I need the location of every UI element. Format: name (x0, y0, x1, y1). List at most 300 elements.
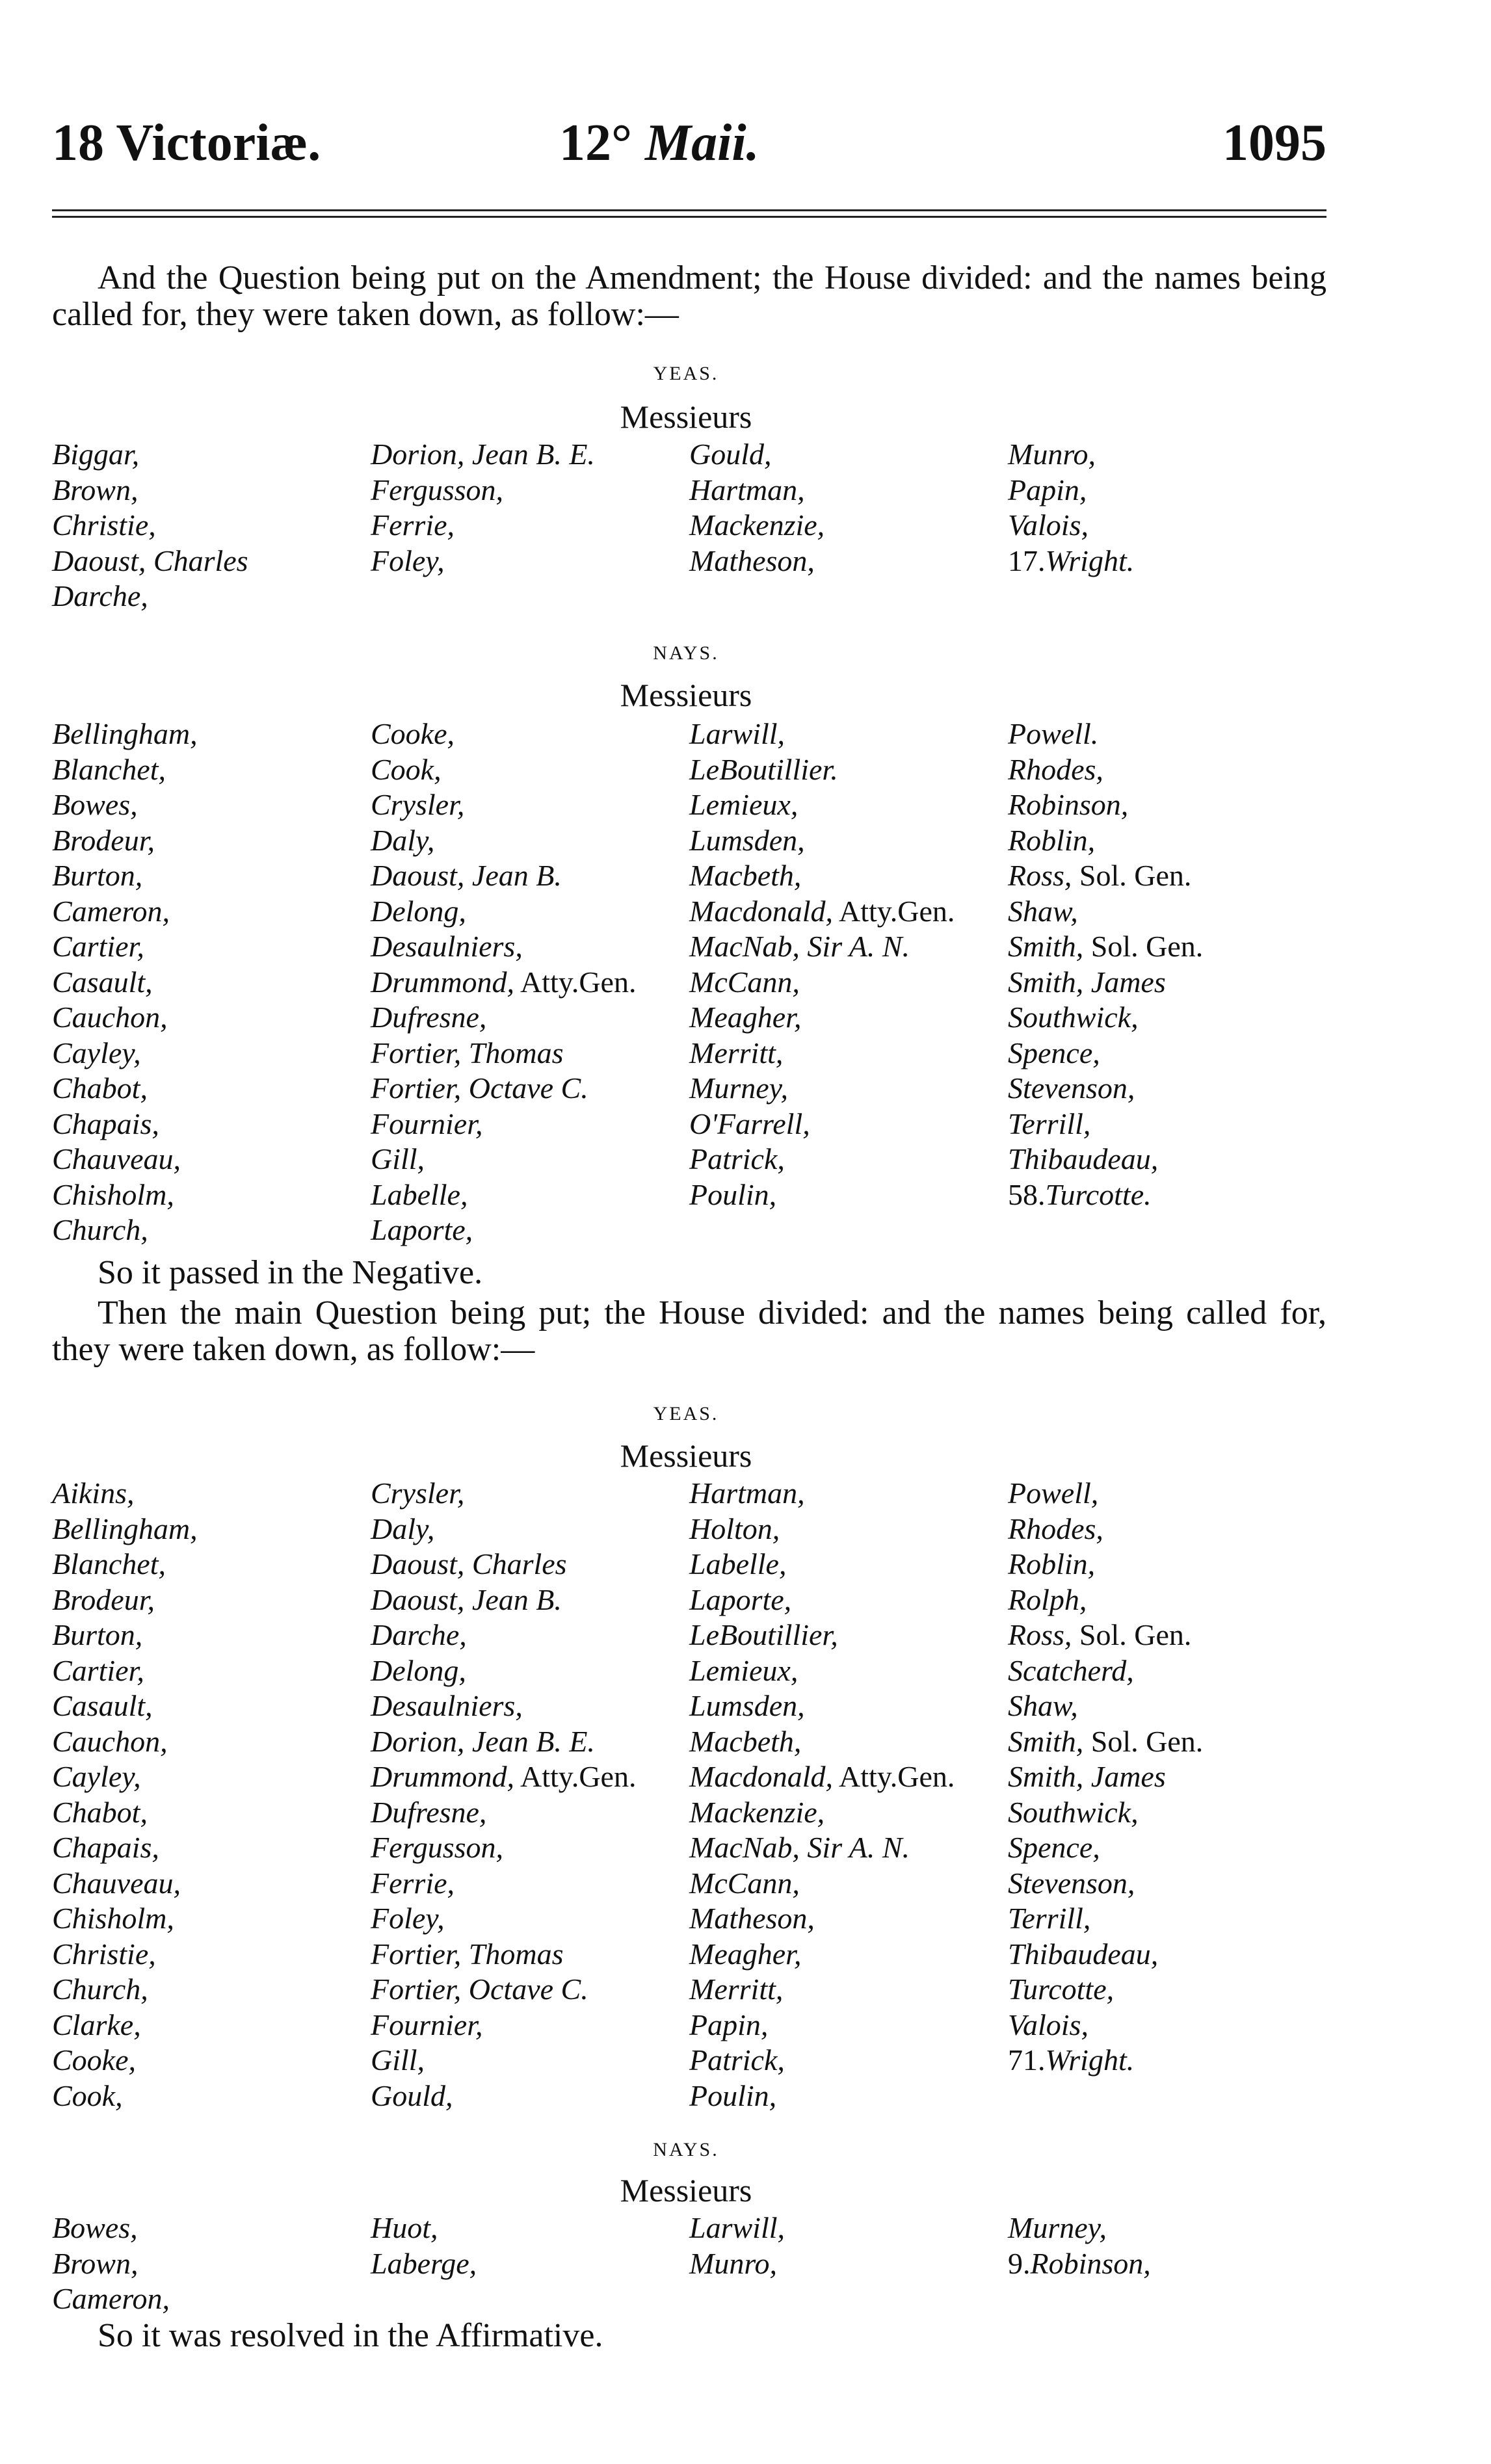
member-name (689, 1036, 1008, 1071)
member-surname: Gill, (371, 2043, 425, 2077)
member-name (689, 508, 1008, 544)
member-name (52, 1866, 371, 1902)
member-surname: Brown, (52, 2246, 139, 2280)
vote-total: 9. (1008, 2246, 1031, 2280)
member-surname: Ferrie, (371, 1866, 455, 1900)
member-name (689, 1512, 1008, 1547)
member-surname: O'Farrell, (689, 1107, 810, 1140)
member-name (1008, 1036, 1326, 1071)
member-office: Atty.Gen. (520, 1760, 637, 1793)
name-column (1008, 2210, 1326, 2317)
member-surname: Chabot, (52, 1071, 148, 1105)
member-office: Sol. Gen. (1090, 1724, 1204, 1758)
member-surname: Cartier, (52, 1653, 144, 1687)
header-rule-bottom (52, 216, 1326, 218)
member-surname: Fortier, Octave C. (371, 1071, 588, 1105)
member-surname: Turcotte. (1045, 1177, 1152, 1211)
member-surname: Larwill, (689, 717, 785, 750)
member-surname: Patrick, (689, 1142, 785, 1175)
member-name (371, 1688, 689, 1724)
member-name (1008, 1937, 1326, 1973)
member-name (689, 1937, 1008, 1973)
member-surname: Delong, (371, 1653, 466, 1687)
member-surname: Matheson, (689, 1902, 815, 1935)
member-name (52, 1901, 371, 1937)
member-surname: Bowes, (52, 2211, 138, 2244)
member-surname: Church, (52, 1213, 148, 1246)
member-surname: Daoust, Charles (371, 1547, 567, 1580)
member-surname: Fergusson, (371, 1831, 504, 1864)
member-surname: Wright. (1045, 2043, 1135, 2077)
member-surname: Rolph, (1008, 1582, 1087, 1616)
member-name (689, 1866, 1008, 1902)
member-name (371, 965, 689, 1001)
name-column (371, 1476, 689, 2114)
regnal-year: 18 Victoriæ. (52, 114, 321, 172)
name-column (52, 1476, 371, 2114)
member-surname: Daoust, Jean B. (371, 1582, 562, 1616)
page-header (52, 111, 1326, 182)
member-name (1008, 437, 1326, 473)
member-surname: Labelle, (371, 1177, 468, 1211)
member-surname: Dufresne, (371, 1001, 487, 1034)
member-name (1008, 1000, 1326, 1036)
member-name (689, 1759, 1008, 1795)
member-surname: Papin, (689, 2008, 769, 2041)
member-name (52, 1177, 371, 1213)
vote-total: 58. (1008, 1177, 1046, 1211)
member-surname: MacNab, Sir A. N. (689, 930, 910, 963)
member-surname: MacNab, Sir A. N. (689, 1831, 910, 1864)
member-name (1008, 1547, 1326, 1582)
member-surname: Church, (52, 1973, 148, 2006)
member-surname: Fournier, (371, 2008, 483, 2041)
member-surname: LeBoutillier. (689, 752, 838, 786)
member-name (689, 1142, 1008, 1177)
date-month: Maii. (645, 114, 759, 172)
member-surname: Bellingham, (52, 717, 198, 750)
member-name (689, 1724, 1008, 1760)
member-name (1008, 858, 1326, 894)
member-name (689, 1547, 1008, 1582)
name-column (689, 437, 1008, 614)
member-name (1008, 1830, 1326, 1866)
member-name (689, 2043, 1008, 2078)
member-name (52, 1547, 371, 1582)
member-name (689, 2210, 1008, 2246)
member-name (689, 1071, 1008, 1107)
member-name (689, 1901, 1008, 1937)
member-surname: Laporte, (371, 1213, 473, 1246)
name-column (1008, 437, 1326, 614)
member-name (371, 1618, 689, 1653)
member-name (1008, 1618, 1326, 1653)
member-name (52, 2246, 371, 2282)
member-name (1008, 1653, 1326, 1689)
member-name (371, 1000, 689, 1036)
member-name (371, 508, 689, 544)
member-surname: Turcotte, (1008, 1973, 1115, 2006)
member-surname: Meagher, (689, 1937, 802, 1971)
member-surname: Smith, (1008, 1724, 1084, 1758)
member-name (1008, 965, 1326, 1001)
member-name (52, 2281, 371, 2317)
member-name (1008, 1866, 1326, 1902)
member-surname: Robinson, (1030, 2246, 1151, 2280)
member-surname: Crysler, (371, 1476, 465, 1510)
member-surname: Smith, (1008, 930, 1084, 963)
member-surname: Foley, (371, 544, 445, 577)
member-surname: Smith, James (1008, 1760, 1166, 1793)
member-name (371, 2008, 689, 2043)
member-name (371, 1866, 689, 1902)
member-name (52, 823, 371, 859)
member-name (1008, 787, 1326, 823)
member-surname: Cooke, (371, 717, 455, 750)
member-surname: Murney, (1008, 2211, 1107, 2244)
member-surname: Darche, (371, 1618, 467, 1651)
member-name (689, 858, 1008, 894)
member-name (371, 752, 689, 788)
nays-list-1 (52, 716, 1326, 1248)
member-name (689, 437, 1008, 473)
member-name (52, 437, 371, 473)
member-surname: Gould, (689, 438, 772, 471)
member-office: Sol. Gen. (1090, 930, 1204, 963)
member-name (52, 1795, 371, 1831)
member-surname: Brown, (52, 473, 139, 506)
member-surname: Robinson, (1008, 788, 1129, 821)
member-name (52, 1512, 371, 1547)
nays-list-2 (52, 2210, 1326, 2317)
member-name (689, 929, 1008, 965)
member-name (371, 1212, 689, 1248)
member-name (689, 752, 1008, 788)
member-name (1008, 1759, 1326, 1795)
member-name (689, 1582, 1008, 1618)
member-surname: Chapais, (52, 1107, 159, 1140)
member-name (371, 929, 689, 965)
member-surname: Lemieux, (689, 788, 798, 821)
member-surname: Hartman, (689, 1476, 805, 1510)
member-office: Atty.Gen. (838, 1760, 955, 1793)
page-date (559, 111, 759, 176)
member-name (52, 1972, 371, 2008)
name-column (371, 2210, 689, 2317)
member-surname: Brodeur, (52, 1582, 155, 1616)
member-surname: Burton, (52, 859, 143, 892)
member-name (1008, 508, 1326, 544)
member-surname: Rhodes, (1008, 1512, 1103, 1545)
member-surname: Daly, (371, 1512, 435, 1545)
member-name (52, 2043, 371, 2078)
member-surname: Cook, (371, 752, 442, 786)
member-name (1008, 1724, 1326, 1760)
member-surname: Munro, (689, 2246, 778, 2280)
member-name (1008, 1107, 1326, 1142)
messieurs-label-yeas-2: Messieurs (620, 1437, 752, 1474)
name-column (52, 437, 371, 614)
member-name (1008, 1688, 1326, 1724)
member-name (1008, 716, 1326, 752)
member-name (1008, 1512, 1326, 1547)
member-surname: Stevenson, (1008, 1071, 1135, 1105)
vote-total: 17. (1008, 544, 1046, 577)
member-surname: Casault, (52, 965, 153, 999)
member-name (371, 1512, 689, 1547)
member-surname: Patrick, (689, 2043, 785, 2077)
member-name (52, 1071, 371, 1107)
member-surname: Larwill, (689, 2211, 785, 2244)
member-name (371, 823, 689, 859)
member-surname: Merritt, (689, 1973, 784, 2006)
member-surname: Smith, James (1008, 965, 1166, 999)
intro-paragraph-amendment: And the Question being put on the Amendment; the House divided: and the names being called for, they were taken down, as follow:— (52, 259, 1326, 333)
member-surname: Valois, (1008, 2008, 1089, 2041)
member-name (1008, 1972, 1326, 2008)
member-name (1008, 1582, 1326, 1618)
member-name (689, 823, 1008, 859)
member-surname: Matheson, (689, 544, 815, 577)
member-name (689, 1000, 1008, 1036)
member-surname: Southwick, (1008, 1001, 1139, 1034)
member-name (1008, 1071, 1326, 1107)
member-surname: LeBoutillier, (689, 1618, 838, 1651)
member-name (1008, 2210, 1326, 2246)
member-surname: Chisholm, (52, 1902, 174, 1935)
member-surname: Macbeth, (689, 1724, 802, 1758)
member-name (1008, 2246, 1326, 2282)
yeas-list-2 (52, 1476, 1326, 2114)
member-name (371, 1582, 689, 1618)
member-name (52, 716, 371, 752)
member-name (371, 1107, 689, 1142)
member-name (52, 1724, 371, 1760)
member-name (1008, 752, 1326, 788)
member-name (52, 965, 371, 1001)
member-surname: Holton, (689, 1512, 780, 1545)
member-name (689, 716, 1008, 752)
member-surname: Southwick, (1008, 1795, 1139, 1829)
member-name (371, 2043, 689, 2078)
name-column (689, 1476, 1008, 2114)
member-surname: Fournier, (371, 1107, 483, 1140)
member-name (52, 1830, 371, 1866)
member-surname: Mackenzie, (689, 1795, 825, 1829)
messieurs-label-nays-2: Messieurs (620, 2172, 752, 2208)
member-surname: Bowes, (52, 788, 138, 821)
member-name (52, 473, 371, 508)
member-surname: McCann, (689, 965, 800, 999)
member-surname: Poulin, (689, 1177, 777, 1211)
member-surname: Fortier, Octave C. (371, 1973, 588, 2006)
member-surname: Cauchon, (52, 1724, 168, 1758)
member-surname: Darche, (52, 579, 148, 612)
member-surname: Biggar, (52, 438, 140, 471)
member-office: Atty.Gen. (838, 894, 955, 928)
member-name (371, 2246, 689, 2282)
member-name (371, 2078, 689, 2114)
member-name (689, 2246, 1008, 2282)
member-name (371, 2210, 689, 2246)
name-column (371, 437, 689, 614)
member-surname: Delong, (371, 894, 466, 928)
member-name (371, 1142, 689, 1177)
member-surname: Drummond, (371, 965, 515, 999)
member-surname: Foley, (371, 1902, 445, 1935)
member-name (689, 544, 1008, 579)
member-surname: Ross, (1008, 1618, 1072, 1651)
member-surname: Wright. (1045, 544, 1135, 577)
member-surname: Chapais, (52, 1831, 159, 1864)
member-surname: Crysler, (371, 788, 465, 821)
member-name (371, 858, 689, 894)
member-surname: Cook, (52, 2078, 123, 2112)
member-name (371, 1759, 689, 1795)
member-name (371, 1036, 689, 1071)
member-surname: Daoust, Charles (52, 544, 248, 577)
yeas-heading-2: YEAS. (653, 1403, 719, 1424)
member-name (52, 1618, 371, 1653)
member-name (689, 1653, 1008, 1689)
member-surname: McCann, (689, 1866, 800, 1900)
member-name (689, 2078, 1008, 2114)
member-surname: Terrill, (1008, 1107, 1091, 1140)
member-name (1008, 544, 1326, 579)
member-name (52, 2008, 371, 2043)
journal-page (46, 0, 1326, 2464)
member-surname: Ferrie, (371, 508, 455, 542)
member-surname: Powell, (1008, 1476, 1099, 1510)
member-name (1008, 1476, 1326, 1512)
member-surname: Chabot, (52, 1795, 148, 1829)
member-name (371, 1653, 689, 1689)
member-name (52, 752, 371, 788)
member-surname: Lumsden, (689, 823, 805, 857)
member-name (52, 1212, 371, 1248)
member-name (371, 894, 689, 930)
member-name (371, 1937, 689, 1973)
member-surname: Dufresne, (371, 1795, 487, 1829)
member-name (689, 2008, 1008, 2043)
member-name (371, 716, 689, 752)
messieurs-label-yeas-1: Messieurs (620, 399, 752, 435)
member-surname: Casault, (52, 1689, 153, 1722)
member-name (1008, 2008, 1326, 2043)
member-surname: Gould, (371, 2078, 453, 2112)
member-name (371, 1547, 689, 1582)
member-name (689, 787, 1008, 823)
member-name (371, 1071, 689, 1107)
member-name (371, 1476, 689, 1512)
member-name (371, 473, 689, 508)
member-office: Atty.Gen. (520, 965, 637, 999)
member-surname: Chisholm, (52, 1177, 174, 1211)
member-surname: Cayley, (52, 1036, 141, 1069)
header-rule-top (52, 209, 1326, 211)
member-name (371, 1972, 689, 2008)
member-name (52, 929, 371, 965)
member-name (689, 1972, 1008, 2008)
member-name (52, 2078, 371, 2114)
member-name (52, 1759, 371, 1795)
member-name (689, 1688, 1008, 1724)
member-name (1008, 929, 1326, 965)
name-column (689, 716, 1008, 1248)
member-surname: Lemieux, (689, 1653, 798, 1687)
member-surname: Christie, (52, 1937, 156, 1971)
member-surname: Laporte, (689, 1582, 792, 1616)
result-affirmative: So it was resolved in the Affirmative. (98, 2317, 603, 2354)
name-column (689, 2210, 1008, 2317)
member-name (52, 508, 371, 544)
member-name (371, 1830, 689, 1866)
member-surname: Fergusson, (371, 473, 504, 506)
member-name (371, 437, 689, 473)
member-surname: Laberge, (371, 2246, 477, 2280)
member-surname: Dorion, Jean B. E. (371, 1724, 595, 1758)
member-surname: Cauchon, (52, 1001, 168, 1034)
member-surname: Bellingham, (52, 1512, 198, 1545)
member-name (689, 1476, 1008, 1512)
member-surname: Huot, (371, 2211, 438, 2244)
member-surname: Macdonald, (689, 894, 834, 928)
member-surname: Scatcherd, (1008, 1653, 1134, 1687)
member-name (371, 1724, 689, 1760)
member-surname: Dorion, Jean B. E. (371, 438, 595, 471)
member-name (52, 858, 371, 894)
member-surname: Roblin, (1008, 823, 1096, 857)
member-name (52, 2210, 371, 2246)
name-column (52, 716, 371, 1248)
member-name (1008, 1901, 1326, 1937)
member-office: Sol. Gen. (1079, 1618, 1192, 1651)
member-surname: Mackenzie, (689, 508, 825, 542)
member-name (52, 1036, 371, 1071)
member-name (52, 894, 371, 930)
member-surname: Munro, (1008, 438, 1096, 471)
member-surname: Macdonald, (689, 1760, 834, 1793)
member-name (52, 1000, 371, 1036)
name-column (52, 2210, 371, 2317)
nays-heading-1: NAYS. (653, 642, 719, 664)
member-name (371, 1795, 689, 1831)
intro-paragraph-main-question: Then the main Question being put; the House divided: and the names being called for, they were taken down, as follow:— (52, 1294, 1326, 1368)
member-name (689, 1107, 1008, 1142)
member-name (52, 579, 371, 614)
member-surname: Spence, (1008, 1831, 1100, 1864)
member-surname: Gill, (371, 1142, 425, 1175)
member-name (689, 894, 1008, 930)
messieurs-label-nays-1: Messieurs (620, 677, 752, 713)
member-surname: Aikins, (52, 1476, 135, 1510)
member-surname: Blanchet, (52, 1547, 166, 1580)
member-surname: Brodeur, (52, 823, 155, 857)
member-surname: Macbeth, (689, 859, 802, 892)
member-name (371, 1177, 689, 1213)
member-surname: Lumsden, (689, 1689, 805, 1722)
member-name (52, 1142, 371, 1177)
member-surname: Papin, (1008, 473, 1087, 506)
member-surname: Desaulniers, (371, 1689, 523, 1722)
name-column (1008, 1476, 1326, 2114)
member-name (52, 1476, 371, 1512)
member-name (52, 1937, 371, 1973)
member-surname: Shaw, (1008, 1689, 1078, 1722)
member-surname: Chauveau, (52, 1142, 181, 1175)
member-name (1008, 823, 1326, 859)
member-surname: Murney, (689, 1071, 789, 1105)
